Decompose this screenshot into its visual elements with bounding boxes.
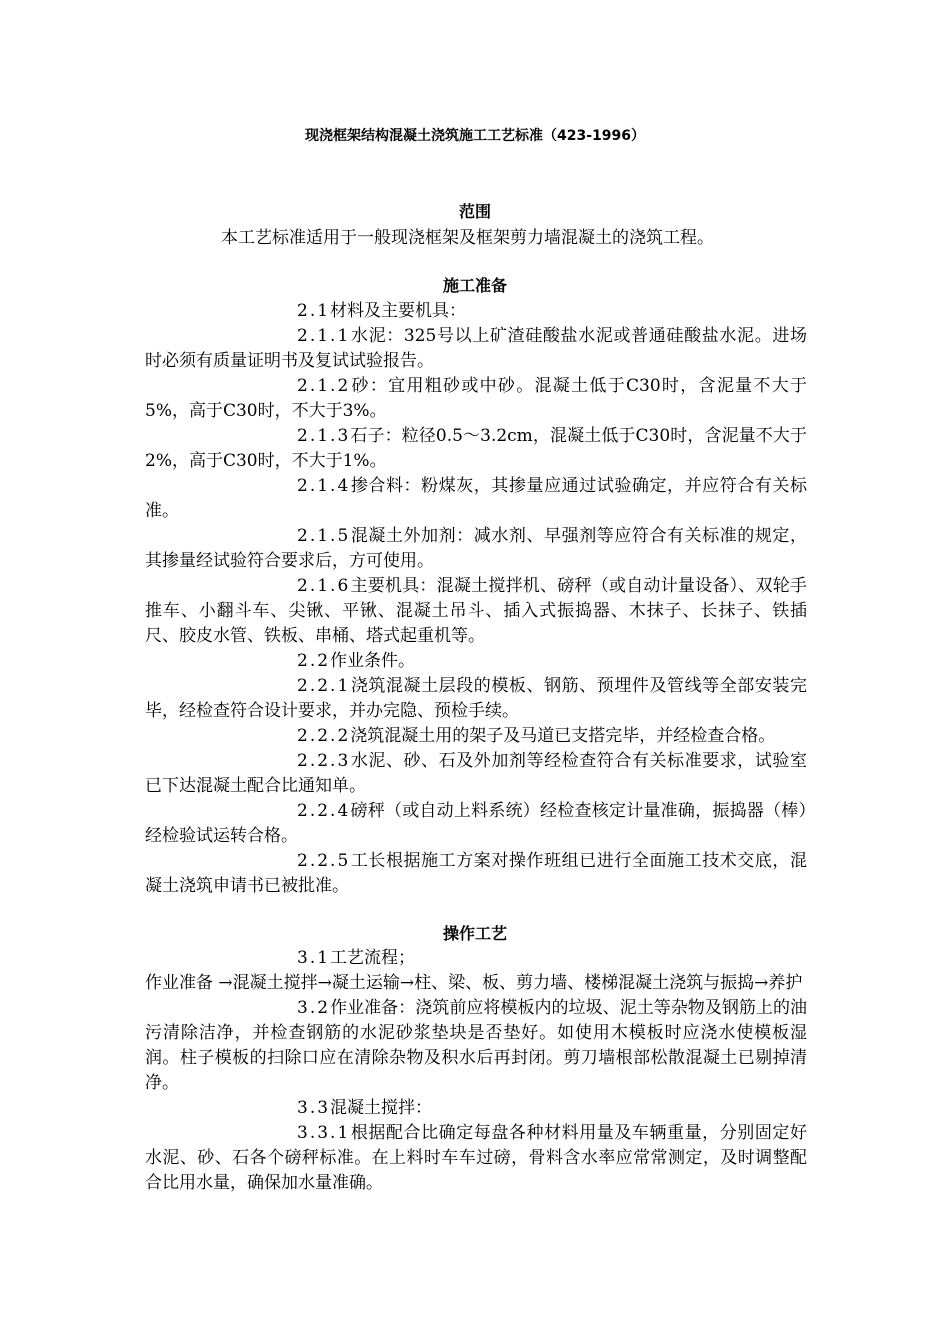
clause-number: 2.1.1: [297, 326, 351, 346]
paragraph: [145, 649, 807, 674]
clause-number: 2.1.3: [297, 426, 351, 446]
paragraph-text: 砂：宜用粗砂或中砂。混凝土低于C30时，含泥量不大于5%，高于C30时，不大于3%。: [145, 376, 807, 421]
paragraph: [145, 524, 807, 574]
paragraph-text: 浇筑混凝土用的架子及马道已支搭完毕，并经检查合格。: [350, 726, 776, 746]
paragraph: [145, 1096, 807, 1121]
paragraph-text: 根据配合比确定每盘各种材料用量及车辆重量，分别固定好水泥、砂、石各个磅秤标准。在上料时车车过磅，骨料含水率应常常测定，及时调整配合比用水量，确保加水量准确。: [145, 1123, 807, 1193]
clause-number: 2.2.4: [297, 801, 351, 821]
clause-number: 3.3.1: [297, 1123, 351, 1143]
paragraph: [145, 996, 807, 1096]
paragraph-text: 水泥：325号以上矿渣硅酸盐水泥或普通硅酸盐水泥。进场时必须有质量证明书及复试试验报告。: [145, 326, 807, 371]
clause-number: 3.3: [297, 1098, 331, 1118]
paragraph: [145, 674, 807, 724]
paragraph: [145, 324, 807, 374]
section-heading-preparation: 施工准备: [442, 276, 507, 295]
paragraph: [145, 226, 807, 251]
paragraph: [145, 946, 807, 971]
paragraph: [145, 849, 807, 899]
paragraph: [145, 574, 807, 649]
paragraph: [145, 724, 807, 749]
paragraph-text: 主要机具：混凝土搅拌机、磅秤（或自动计量设备）、双轮手推车、小翻斗车、尖锹、平锹、混凝土吊斗、插入式振捣器、木抹子、长抹子、铁插尺、胶皮水管、铁板、串桶、塔式起重机等。: [145, 576, 807, 646]
section-scope-body: [145, 226, 807, 251]
clause-number: 2.2.5: [297, 851, 351, 871]
clause-number: 2.2.1: [297, 676, 351, 696]
clause-number: 2.2.2: [297, 726, 351, 746]
document-title: 现浇框架结构混凝土浇筑施工工艺标准（423-1996）: [305, 128, 645, 144]
paragraph-text: 浇筑混凝土层段的模板、钢筋、预埋件及管线等全部安装完毕，经检查符合设计要求，并办完隐、预检手续。: [145, 676, 807, 721]
clause-number: 2.1: [297, 301, 331, 321]
paragraph-text: 混凝土搅拌：: [330, 1098, 433, 1118]
clause-number: 2.2.3: [297, 751, 351, 771]
clause-number: 2.1.6: [297, 576, 351, 596]
paragraph-flow: [145, 971, 807, 996]
paragraph-text: 掺合料：粉煤灰，其掺量应通过试验确定，并应符合有关标准。: [145, 476, 807, 521]
paragraph-text: 作业准备：浇筑前应将模板内的垃圾、泥土等杂物及钢筋上的油污清除洁净，并检查钢筋的水泥砂浆垫块是否垫好。如使用木模板时应浇水使模板湿润。柱子模板的扫除口应在清除杂物及积水后再封闭。剪刀墙根部松散混凝土已剔掉清净。: [145, 998, 807, 1093]
paragraph-text: 磅秤（或自动上料系统）经检查核定计量准确，振捣器（棒）经检验试运转合格。: [145, 801, 807, 846]
paragraph-text: 工艺流程；: [330, 948, 416, 968]
clause-number: 2.1.2: [297, 376, 351, 396]
paragraph: [145, 474, 807, 524]
paragraph: [145, 299, 807, 324]
section-heading-scope: 范围: [458, 202, 491, 221]
section-preparation-body: [145, 299, 807, 899]
paragraph: [145, 374, 807, 424]
clause-number: 2.1.5: [297, 526, 351, 546]
section-operation-body: [145, 946, 807, 1196]
paragraph-text: 水泥、砂、石及外加剂等经检查符合有关标准要求，试验室已下达混凝土配合比通知单。: [145, 751, 807, 796]
paragraph: [145, 799, 807, 849]
process-flow-text: 作业准备 →混凝土搅拌→凝土运输→柱、梁、板、剪力墙、楼梯混凝土浇筑与振捣→养护: [145, 973, 803, 993]
paragraph-text: 混凝土外加剂：减水剂、早强剂等应符合有关标准的规定，其掺量经试验符合要求后，方可使用。: [145, 526, 807, 571]
paragraph-text: 石子：粒径0.5～3.2cm，混凝土低于C30时，含泥量不大于2%，高于C30时，不大于1%。: [145, 426, 807, 471]
paragraph: [145, 749, 807, 799]
clause-number: 3.1: [297, 948, 331, 968]
paragraph-text: 工长根据施工方案对操作班组已进行全面施工技术交底，混凝土浇筑申请书已被批准。: [145, 851, 807, 896]
clause-number: 2.1.4: [297, 476, 351, 496]
paragraph: [145, 424, 807, 474]
paragraph-text: 材料及主要机具：: [330, 301, 467, 321]
clause-number: 2.2: [297, 651, 331, 671]
clause-number: 3.2: [297, 998, 331, 1018]
section-heading-operation: 操作工艺: [442, 924, 507, 943]
paragraph-text: 作业条件。: [330, 651, 416, 671]
paragraph: [145, 1121, 807, 1196]
paragraph-text: 本工艺标准适用于一般现浇框架及框架剪力墙混凝土的浇筑工程。: [221, 228, 714, 248]
